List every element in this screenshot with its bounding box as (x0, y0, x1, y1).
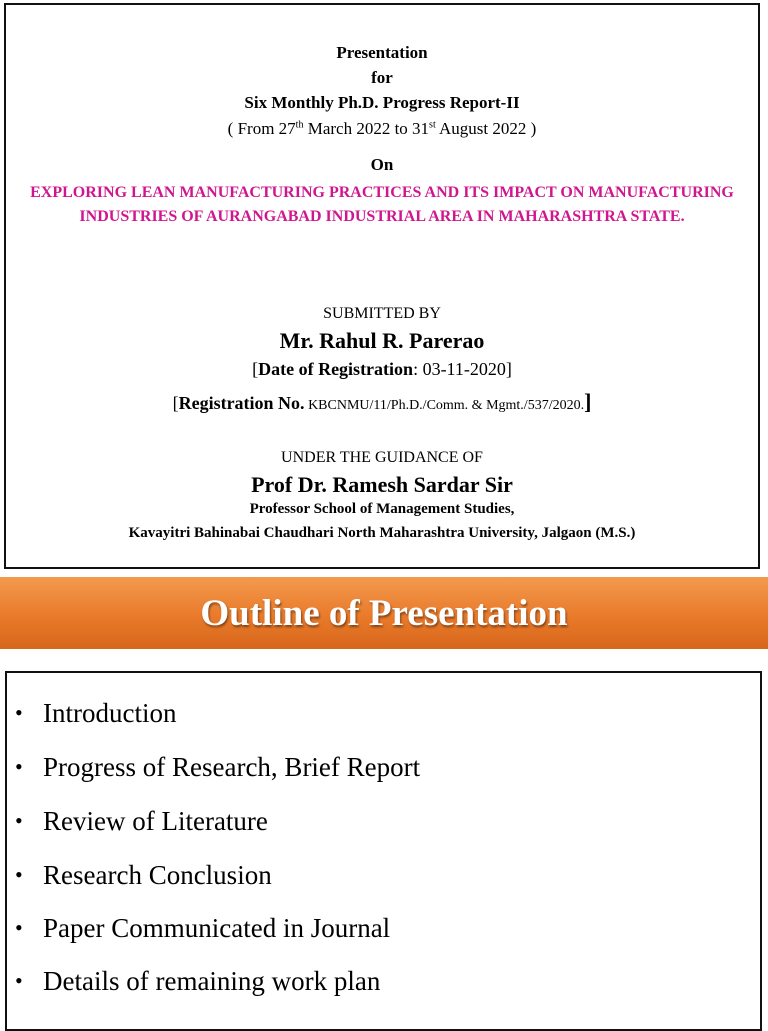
guide-name: Prof Dr. Ramesh Sardar Sir (251, 472, 513, 497)
list-item (15, 803, 268, 839)
outline-item-text: Research Conclusion (43, 860, 272, 890)
bullet-icon: • (15, 968, 23, 993)
reg-date-value: : 03-11-2020] (413, 359, 512, 379)
list-item (15, 857, 272, 893)
outline-item-text: Review of Literature (43, 806, 268, 836)
bullet-icon: • (15, 700, 23, 725)
reg-no-label: Registration No. (178, 393, 305, 413)
submitted-by-label: SUBMITTED BY (323, 305, 441, 322)
reg-no-open: [ (172, 393, 179, 413)
presentation-label: Presentation (336, 43, 428, 62)
period-sup-2: st (429, 119, 436, 131)
bullet-icon: • (15, 862, 23, 887)
outline-item-text: Introduction (43, 698, 177, 728)
title-slide (4, 3, 760, 569)
research-title: EXPLORING LEAN MANUFACTURING PRACTICES AND ITS IMPACT ON MANUFACTURING INDUSTRIES OF AURANGABAD INDUSTRIAL AREA IN MAHARASHTRA STATE. (30, 184, 734, 225)
outline-item-text: Details of remaining work plan (43, 966, 381, 996)
list-item (15, 963, 380, 999)
bullet-icon: • (15, 754, 23, 779)
list-item (15, 695, 176, 731)
report-title: Six Monthly Ph.D. Progress Report-II (244, 93, 520, 112)
university-name: Kavayitri Bahinabai Chaudhari North Maharashtra University, Jalgaon (M.S.) (128, 525, 636, 541)
list-item (15, 749, 420, 785)
registration-number (6, 389, 758, 415)
on-label: On (370, 155, 394, 174)
outline-item-text: Paper Communicated in Journal (43, 913, 391, 943)
guidance-label: UNDER THE GUIDANCE OF (281, 449, 483, 466)
reg-date-open: [ (252, 359, 259, 379)
outline-slide (5, 671, 762, 1031)
reg-no-value: KBCNMU/11/Ph.D./Comm. & Mgmt./537/2020. (304, 398, 585, 413)
reg-date-label: Date of Registration (258, 359, 414, 379)
bullet-icon: • (15, 808, 23, 833)
for-label: for (371, 68, 393, 87)
period-end-text: August 2022 ) (435, 119, 537, 138)
bullet-icon: • (15, 915, 23, 940)
period-mid-text: March 2022 to 31 (303, 119, 430, 138)
registration-date (6, 359, 758, 380)
guide-position: Professor School of Management Studies, (249, 501, 515, 517)
report-period (6, 119, 758, 139)
list-item (15, 910, 390, 946)
period-sup-1: th (295, 119, 304, 131)
outline-banner (0, 577, 768, 649)
reg-no-close: ] (584, 389, 592, 414)
student-name: Mr. Rahul R. Parerao (279, 328, 485, 353)
period-start-text: ( From 27 (227, 119, 296, 138)
outline-item-text: Progress of Research, Brief Report (43, 752, 421, 782)
outline-title: Outline of Presentation (200, 592, 568, 634)
